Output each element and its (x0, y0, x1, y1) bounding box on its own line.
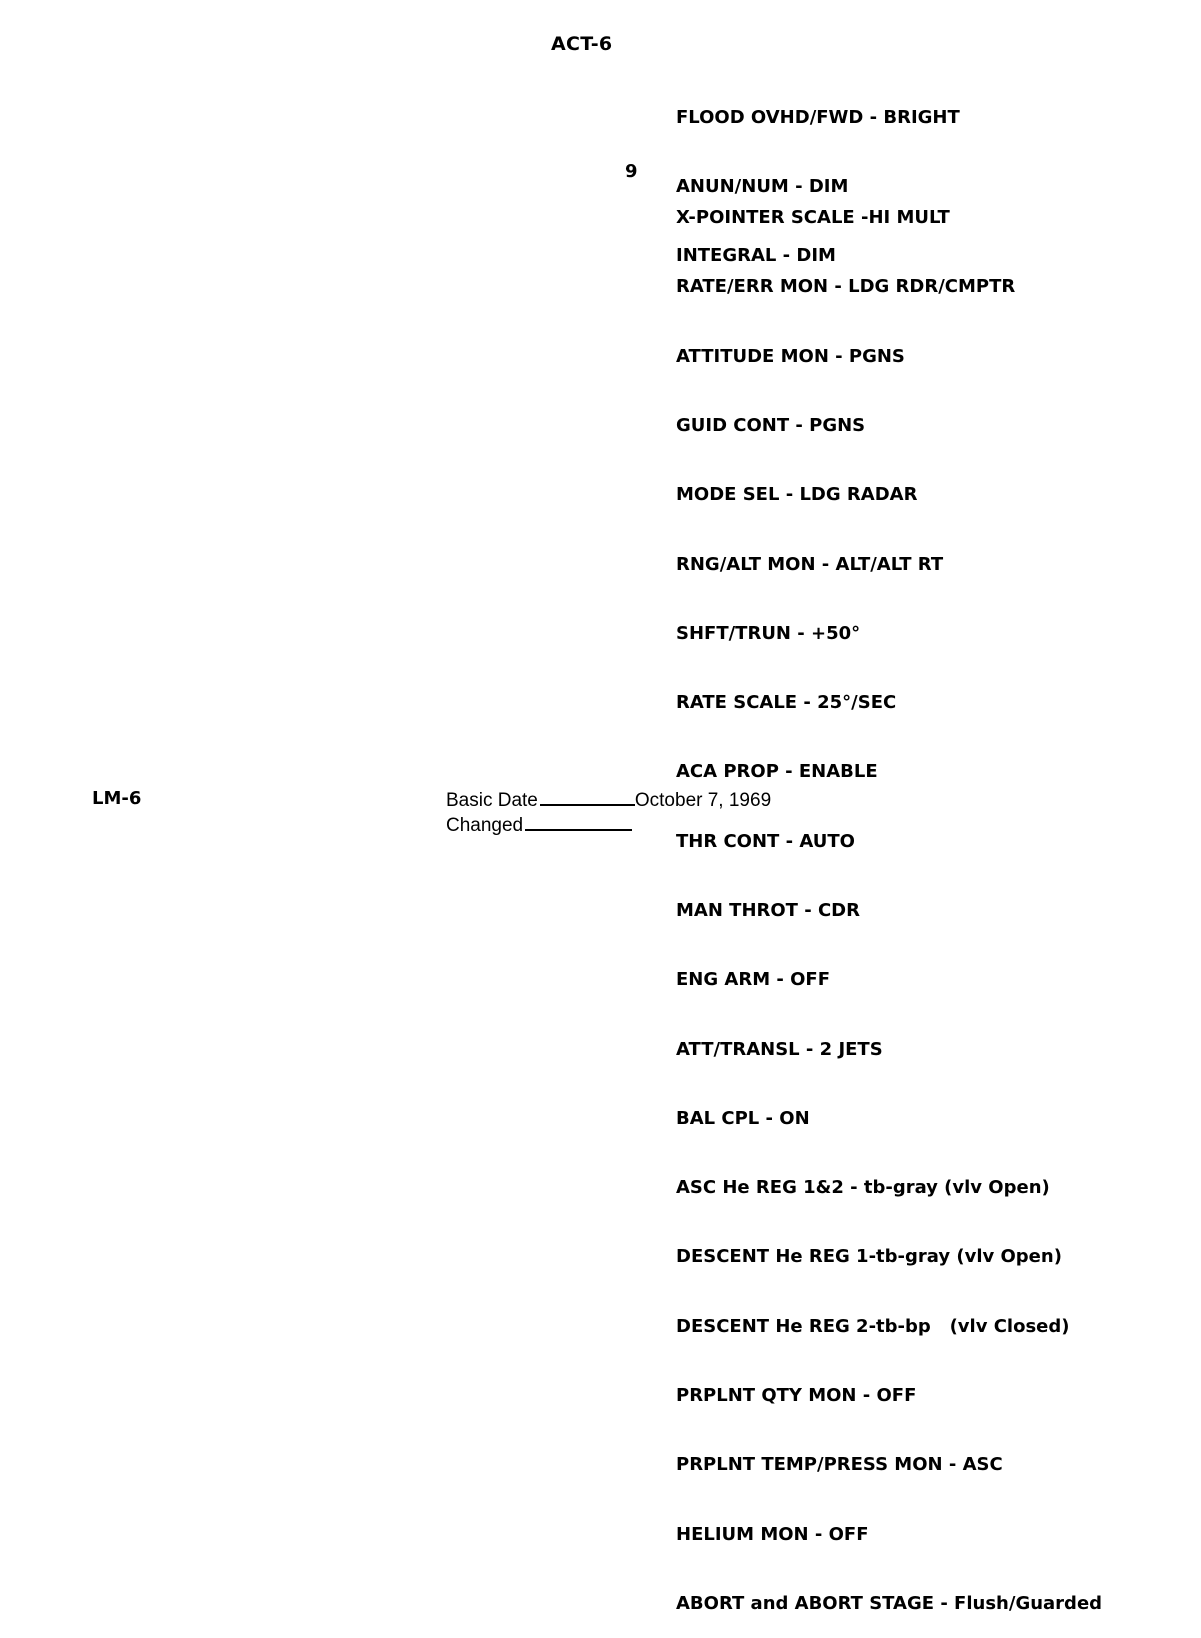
checklist-line: PRPLNT QTY MON - OFF (676, 1384, 917, 1406)
step-number: 9 (625, 161, 638, 182)
checklist-line: RNG/ALT MON - ALT/ALT RT (676, 553, 944, 575)
signature-rule (540, 790, 635, 806)
signature-rule (525, 815, 632, 831)
checklist-line: HELIUM MON - OFF (676, 1523, 869, 1545)
checklist-line: ASC He REG 1&2 - tb-gray (vlv Open) (676, 1177, 1050, 1199)
footer-dates (446, 788, 771, 838)
checklist-line: RATE/ERR MON - LDG RDR/CMPTR (676, 276, 1016, 298)
checklist-line: FLOOD OVHD/FWD - BRIGHT (676, 107, 960, 128)
checklist-line: MAN THROT - CDR (676, 900, 860, 921)
checklist-line: X-POINTER SCALE -HI MULT (676, 207, 950, 229)
checklist-line: DESCENT He REG 1-tb-gray (vlv Open) (676, 1246, 1062, 1268)
checklist-line: SHFT/TRUN - +50° (676, 622, 861, 644)
changed-row (446, 813, 771, 838)
checklist-line: MODE SEL - LDG RADAR (676, 484, 918, 506)
basic-date-value: October 7, 1969 (634, 790, 772, 811)
checklist-line: THR CONT - AUTO (676, 830, 855, 852)
footer-doc-id: LM-6 (92, 788, 142, 809)
checklist-line: ABORT and ABORT STAGE - Flush/Guarded (676, 1592, 1103, 1614)
checklist-line: BAL CPL - ON (676, 1107, 810, 1129)
basic-date-label: Basic Date (446, 790, 538, 811)
checklist-line: RATE SCALE - 25°/SEC (676, 692, 897, 714)
page-id: ACT-6 (551, 33, 613, 55)
checklist-line: ENG ARM - OFF (676, 969, 831, 991)
checklist-line: INTEGRAL - DIM (676, 245, 836, 266)
step-checklist-block (676, 160, 1102, 1638)
checklist-line: GUID CONT - PGNS (676, 415, 866, 437)
basic-date-row (446, 788, 771, 813)
checklist-line: DESCENT He REG 2-tb-bp (vlv Closed) (676, 1315, 1070, 1337)
checklist-line: ATTITUDE MON - PGNS (676, 345, 905, 367)
checklist-line: ATT/TRANSL - 2 JETS (676, 1038, 883, 1060)
checklist-line: PRPLNT TEMP/PRESS MON - ASC (676, 1454, 1003, 1476)
changed-label: Changed (446, 815, 524, 836)
checklist-line: ANUN/NUM - DIM (676, 176, 849, 197)
checklist-line: ACA PROP - ENABLE (676, 761, 878, 783)
